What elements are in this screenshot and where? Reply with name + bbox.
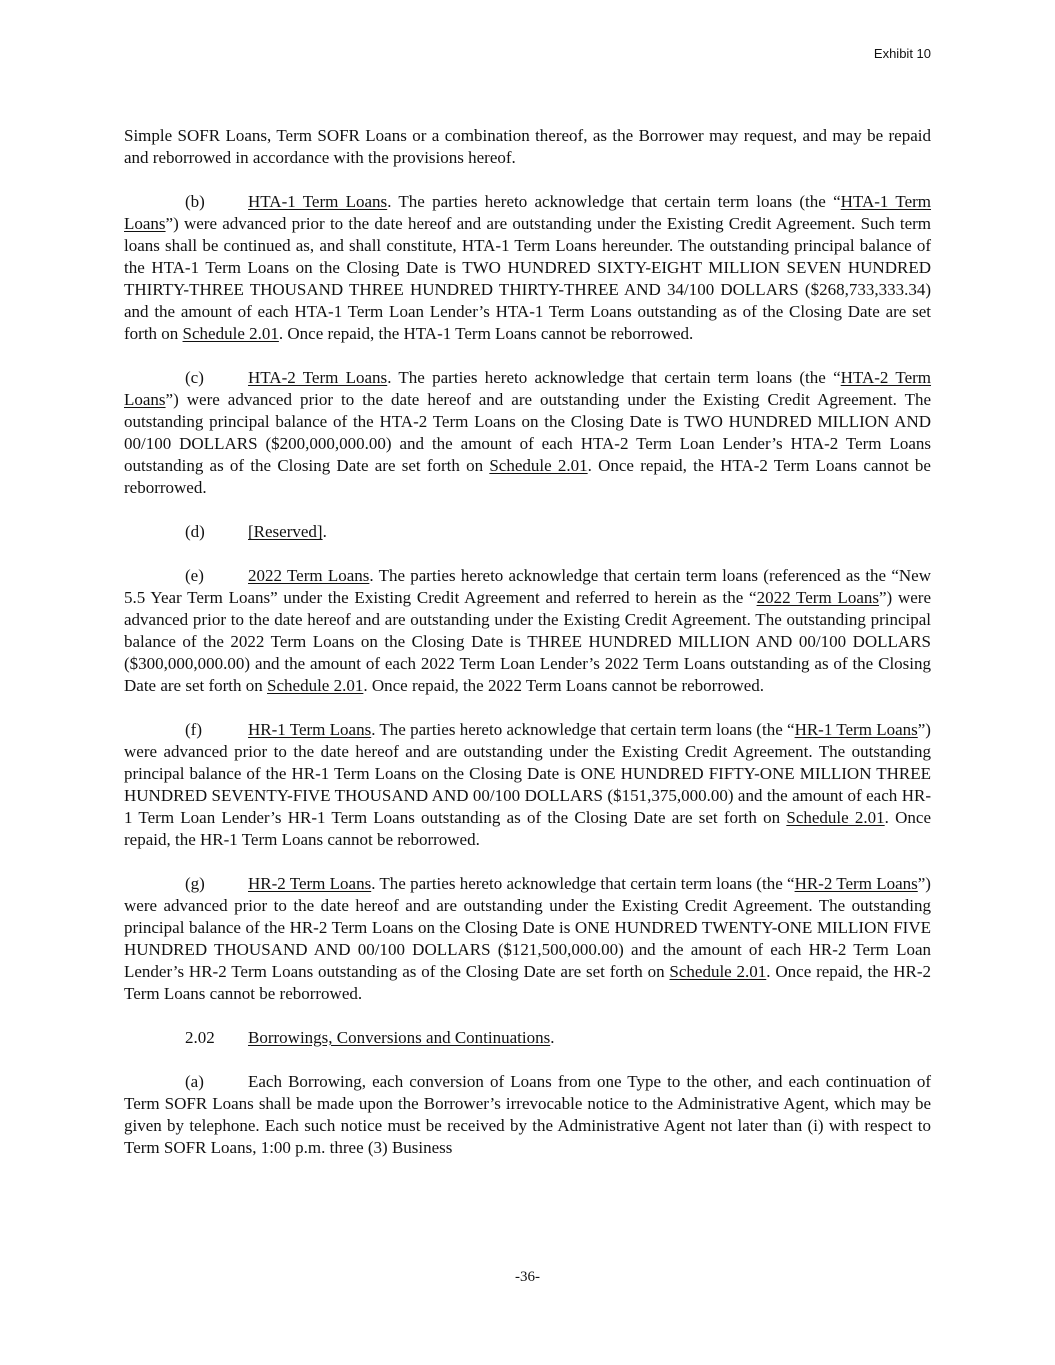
- defined-term: HR-1 Term Loans: [794, 720, 918, 739]
- paragraph-number: (d): [185, 522, 205, 541]
- paragraph-c: (c) HTA-2 Term Loans. The parties hereto acknowledge that certain term loans (the “HTA-2 Term Loans”) were advanced prior to the date hereof and are outstanding under the Existing Credit Agreement. The outstanding principal balance of the HTA-2 Term Loans on the Closing Date is TWO HUNDRED MILLION AND 00/100 DOLLARS ($200,000,000.00) and the amount of each HTA-2 Term Loan Lender’s HTA-2 Term Loans outstanding as of the Closing Date are set forth on Schedule 2.01. Once repaid, the HTA-2 Term Loans cannot be reborrowed.: [124, 368, 932, 497]
- section-title: [Reserved]: [248, 522, 323, 541]
- section-number: 2.02: [185, 1028, 215, 1047]
- section-title: HTA-2 Term Loans: [248, 368, 388, 387]
- paragraph-number: (g): [185, 874, 205, 893]
- section-title: HR-2 Term Loans: [248, 874, 372, 893]
- schedule-reference: Schedule 2.01: [669, 962, 767, 981]
- paragraph-d: (d) [Reserved].: [124, 521, 931, 543]
- page-number: -36-: [515, 1269, 540, 1285]
- defined-term: HTA-2 Term Loans: [124, 368, 932, 409]
- schedule-reference: Schedule 2.01: [489, 456, 588, 475]
- paragraph-number: (b): [185, 192, 205, 211]
- paragraph-b: (b) HTA-1 Term Loans. The parties hereto acknowledge that certain term loans (the “HTA-1 Term Loans”) were advanced prior to the date hereof and are outstanding under the Existing Credit Agreement. Such term loans shall be continued as, and shall constitute, HTA-1 Term Loans hereunder. The outstanding principal balance of the HTA-1 Term Loans on the Closing Date is TWO HUNDRED SIXTY-EIGHT MILLION SEVEN HUNDRED THIRTY-THREE THOUSAND THREE HUNDRED THIRTY-THREE AND 34/100 DOLLARS ($268,733,333.34) and the amount of each HTA-1 Term Loan Lender’s HTA-1 Term Loans outstanding as of the Closing Date are set forth on Schedule 2.01. Once repaid, the HTA-1 Term Loans cannot be reborrowed.: [124, 192, 932, 343]
- paragraph-e: (e) 2022 Term Loans. The parties hereto acknowledge that certain term loans (referenced as the “New 5.5 Year Term Loans” under the Existing Credit Agreement and referred to herein as the “2022 Term Loans”) were advanced prior to the date hereof and are outstanding under the Existing Credit Agreement. The outstanding principal balance of the 2022 Term Loans on the Closing Date is THREE HUNDRED MILLION AND 00/100 DOLLARS ($300,000,000.00) and the amount of each 2022 Term Loan Lender’s 2022 Term Loans outstanding as of the Closing Date are set forth on Schedule 2.01. Once repaid, the 2022 Term Loans cannot be reborrowed.: [124, 566, 931, 695]
- exhibit-label: Exhibit 10: [873, 46, 931, 61]
- paragraph-number: (a): [185, 1072, 204, 1091]
- body-text: [124, 125, 931, 1181]
- section-2-02-heading: 2.02 Borrowings, Conversions and Continuations.: [124, 1027, 931, 1049]
- section-title: HTA-1 Term Loans: [248, 192, 388, 211]
- section-title: HR-1 Term Loans: [248, 720, 372, 739]
- paragraph-a: (a) Each Borrowing, each conversion of Loans from one Type to the other, and each continuation of Term SOFR Loans shall be made upon the Borrower’s irrevocable notice to the Administrative Agent, which may be given by telephone. Each such notice must be received by the Administrative Agent not later than (i) with respect to Term SOFR Loans, 1:00 p.m. three (3) Business: [124, 1072, 931, 1157]
- paragraph-f: (f) HR-1 Term Loans. The parties hereto acknowledge that certain term loans (the “HR-1 Term Loans”) were advanced prior to the date hereof and are outstanding under the Existing Credit Agreement. The outstanding principal balance of the HR-1 Term Loans on the Closing Date is ONE HUNDRED FIFTY-ONE MILLION THREE HUNDRED SEVENTY-FIVE THOUSAND AND 00/100 DOLLARS ($151,375,000.00) and the amount of each HR-1 Term Loan Lender’s HR-1 Term Loans outstanding as of the Closing Date are set forth on Schedule 2.01. Once repaid, the HR-1 Term Loans cannot be reborrowed.: [124, 720, 931, 849]
- paragraph-continuation: Simple SOFR Loans, Term SOFR Loans or a combination thereof, as the Borrower may request, and may be repaid and reborrowed in accordance with the provisions hereof.: [124, 126, 931, 167]
- defined-term: HTA-1 Term Loans: [124, 192, 932, 233]
- paragraph-number: (c): [185, 368, 204, 387]
- schedule-reference: Schedule 2.01: [182, 324, 279, 343]
- defined-term: 2022 Term Loans: [756, 588, 879, 607]
- paragraph-number: (e): [185, 566, 204, 585]
- section-title: Borrowings, Conversions and Continuations: [248, 1028, 551, 1047]
- paragraph-number: (f): [185, 720, 202, 739]
- paragraph-g: (g) HR-2 Term Loans. The parties hereto acknowledge that certain term loans (the “HR-2 Term Loans”) were advanced prior to the date hereof and are outstanding under the Existing Credit Agreement. The outstanding principal balance of the HR-2 Term Loans on the Closing Date is ONE HUNDRED TWENTY-ONE MILLION FIVE HUNDRED THOUSAND AND 00/100 DOLLARS ($121,500,000.00) and the amount of each HR-2 Term Loan Lender’s HR-2 Term Loans outstanding as of the Closing Date are set forth on Schedule 2.01. Once repaid, the HR-2 Term Loans cannot be reborrowed.: [124, 874, 931, 1003]
- schedule-reference: Schedule 2.01: [786, 808, 885, 827]
- section-title: 2022 Term Loans: [248, 566, 370, 585]
- schedule-reference: Schedule 2.01: [267, 676, 364, 695]
- defined-term: HR-2 Term Loans: [794, 874, 918, 893]
